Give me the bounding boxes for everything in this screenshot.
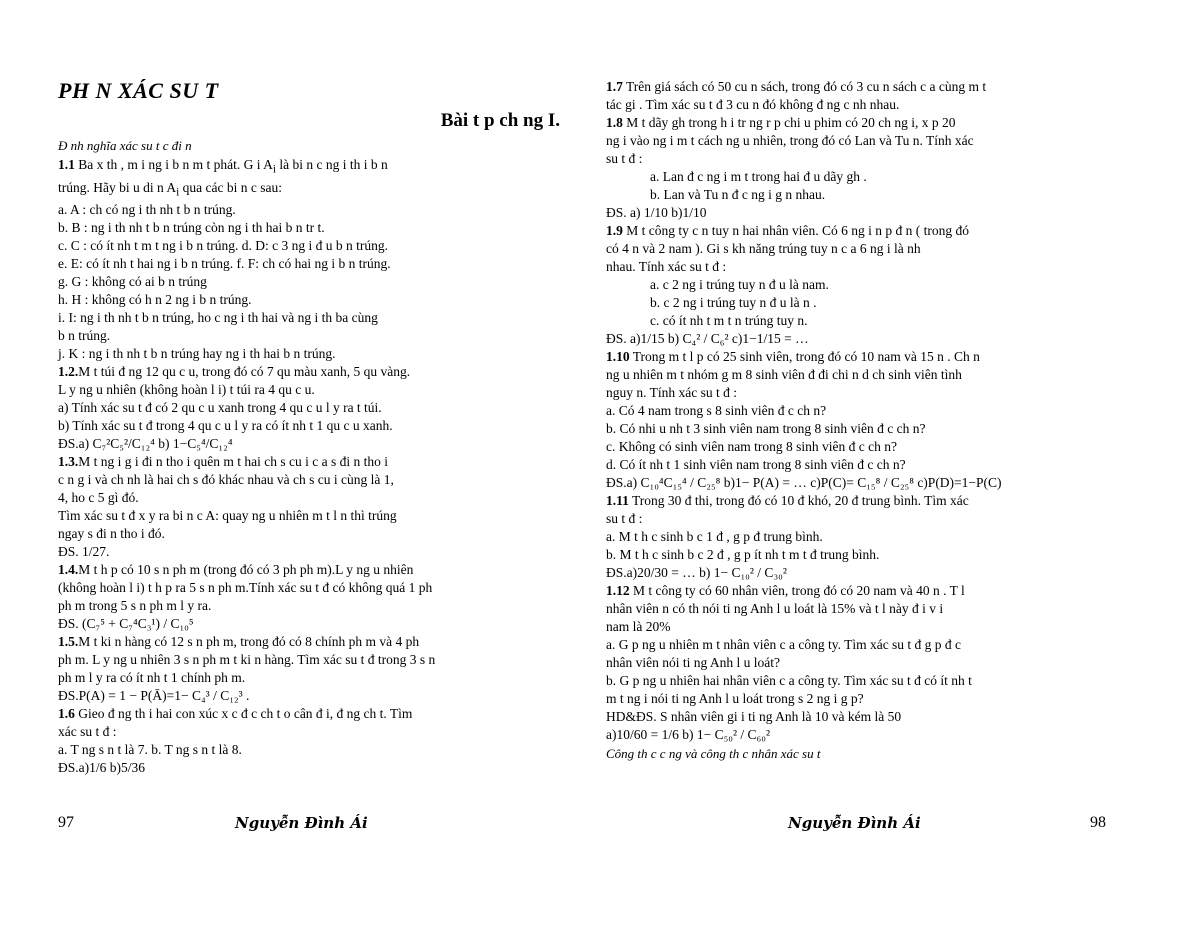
line-text: (không hoàn l i) t h p ra 5 s n ph m.Tính xác su t đ có không quá 1 ph [58, 580, 433, 596]
line-text: h. H : không có h n 2 ng i b n trúng. [58, 292, 252, 308]
text-line [58, 651, 560, 669]
text-line [58, 597, 560, 615]
line-text: Trong 30 đ thi, trong đó có 10 đ khó, 20 đ trung bình. Tìm xác [628, 493, 969, 508]
line-text: ĐS.a)20/30 = … b) 1− C₁₀² / C₃₀² [606, 565, 787, 580]
line-text: c. Không có sinh viên nam trong 8 sinh viên đ c ch n? [606, 439, 897, 454]
line-text: xác su t đ : [58, 724, 117, 740]
text-line [58, 525, 560, 543]
line-text: nam là 20% [606, 619, 671, 634]
line-text: M t ki n hàng có 12 s n ph m, trong đó có 8 chính ph m và 4 ph [78, 634, 420, 650]
exercise-number: 1.1 [58, 157, 75, 172]
line-text: M t công ty có 60 nhân viên, trong đó có 20 nam và 40 n . T l [629, 583, 965, 598]
text-line [606, 528, 1136, 546]
text-line [606, 564, 1136, 582]
line-text: a. G p ng u nhiên m t nhân viên c a công ty. Tìm xác su t đ g p đ c [606, 637, 962, 652]
line-text: M t h p có 10 s n ph m (trong đó có 3 ph ph m).L y ng u nhiên [78, 562, 414, 578]
line-text: ĐS.a) C₇²C₅²/C₁₂⁴ b) 1−C₅⁴/C₁₂⁴ [58, 436, 233, 452]
line-text: trúng. Hãy bi u di n A [58, 179, 177, 195]
text-line [58, 179, 560, 202]
line-text: b n trúng. [58, 328, 111, 344]
text-line [58, 741, 560, 759]
text-line [58, 561, 560, 579]
exercise-number: 1.9 [606, 223, 623, 238]
text-line [606, 330, 1136, 348]
line-text: ph m l y ra có ít nh t 1 chính ph m. [58, 670, 246, 686]
text-line [58, 255, 560, 273]
line-text: ĐS. a) 1/10 b)1/10 [606, 205, 707, 220]
text-line [606, 546, 1136, 564]
text-line [58, 489, 560, 507]
line-text: a. Lan đ c ng i m t trong hai đ u dãy gh . [650, 169, 867, 184]
line-text: M t túi đ ng 12 qu c u, trong đó có 7 qu màu xanh, 5 qu vàng. [78, 364, 411, 380]
text-line [606, 402, 1136, 420]
text-line [58, 453, 560, 471]
text-line [58, 219, 560, 237]
line-text: ph m. L y ng u nhiên 3 s n ph m t ki n hàng. Tìm xác su t đ trong 3 s n [58, 652, 436, 668]
left-text-block [58, 156, 560, 777]
right-text-block [606, 78, 1136, 744]
text-line [606, 78, 1136, 96]
line-text: g. G : không có ai b n trúng [58, 274, 207, 290]
line-text: ngay s đi n tho i đó. [58, 526, 165, 542]
line-text: e. E: có ít nh t hai ng i b n trúng. f. F: ch có hai ng i b n trúng. [58, 256, 391, 272]
line-text: Trong m t l p có 25 sinh viên, trong đó có 10 nam và 15 n . Ch n [629, 349, 980, 364]
text-line [606, 600, 1136, 618]
line-text: c. có ít nh t m t n trúng tuy n. [650, 313, 808, 328]
line-text: a)10/60 = 1/6 b) 1− C₅₀² / C₆₀² [606, 727, 771, 742]
signature-left: Nguyễn Đình Ái [235, 814, 368, 832]
text-line [606, 258, 1136, 276]
exercise-number: 1.12 [606, 583, 630, 598]
text-line [58, 705, 560, 723]
line-text: ĐS. (C₇⁵ + C₇⁴C₃¹) / C₁₀⁵ [58, 616, 194, 632]
text-line [58, 687, 560, 705]
text-line [58, 291, 560, 309]
exercise-number: 1.4. [58, 562, 79, 578]
text-line [58, 156, 560, 179]
line-text: Tìm xác su t đ x y ra bi n c A: quay ng u nhiên m t l n thì trúng [58, 508, 397, 524]
line-text: ĐS.a) C₁₀⁴C₁₅⁴ / C₂₅⁸ b)1− P(A) = … c)P(C)= C₁₅⁸ / C₂₅⁸ c)P(D)=1−P(C) [606, 475, 1002, 490]
line-text: Ba x th , m i ng i b n m t phát. G i A [74, 157, 273, 172]
signature-right: Nguyễn Đình Ái [788, 814, 921, 832]
text-line [606, 222, 1136, 240]
text-line [606, 690, 1136, 708]
line-text: nhân viên n có th nói ti ng Anh l u loát là 15% và t l này đ i v i [606, 601, 944, 616]
line-text: a. M t h c sinh b c 1 đ , g p đ trung bình. [606, 529, 823, 544]
line-text: ĐS.a)1/6 b)5/36 [58, 760, 145, 776]
text-line [58, 435, 560, 453]
line-text: L y ng u nhiên (không hoàn l i) t túi ra 4 qu c u. [58, 382, 315, 398]
text-line [606, 348, 1136, 366]
text-line [606, 132, 1136, 150]
exercise-number: 1.5. [58, 634, 79, 650]
text-line [58, 201, 560, 219]
text-line [58, 507, 560, 525]
text-line [606, 726, 1136, 744]
line-text: M t công ty c n tuy n hai nhân viên. Có 6 ng i n p đ n ( trong đó [622, 223, 969, 238]
text-line [58, 327, 560, 345]
line-text: ph m trong 5 s n ph m l y ra. [58, 598, 212, 614]
line-text: m t ng i nói ti ng Anh l u loát trong s 2 ng i g p? [606, 691, 864, 706]
text-line [606, 492, 1136, 510]
line-text: su t đ : [606, 511, 643, 526]
text-line [606, 618, 1136, 636]
exercise-number: 1.2. [58, 364, 79, 380]
line-text: ng i vào ng i m t cách ng u nhiên, trong đó có Lan và Tu n. Tính xác [606, 133, 974, 148]
text-line [58, 579, 560, 597]
line-text: a) Tính xác su t đ có 2 qu c u xanh trong 4 qu c u l y ra t túi. [58, 400, 382, 416]
text-line [606, 96, 1136, 114]
text-line [606, 294, 1136, 312]
line-text: a. c 2 ng i trúng tuy n đ u là nam. [650, 277, 829, 292]
line-text: b. Có nhi u nh t 3 sinh viên nam trong 8 sinh viên đ c ch n? [606, 421, 926, 436]
text-line [58, 615, 560, 633]
line-text: b. B : ng i th nh t b n trúng còn ng i th hai b n tr t. [58, 220, 325, 236]
text-line [58, 363, 560, 381]
line-text: nguy n. Tính xác su t đ : [606, 385, 737, 400]
text-line [606, 384, 1136, 402]
text-line [58, 543, 560, 561]
line-text: a. Có 4 nam trong s 8 sinh viên đ c ch n? [606, 403, 827, 418]
exercise-number: 1.8 [606, 115, 623, 130]
page-number-left: 97 [58, 814, 74, 831]
line-text: nhân viên nói ti ng Anh l u loát? [606, 655, 780, 670]
closing-subheading: Công th c c ng và công th c nhân xác su t [606, 746, 821, 761]
line-text: d. Có ít nh t 1 sinh viên nam trong 8 sinh viên đ c ch n? [606, 457, 906, 472]
line-text-rest: là bi n c ng i th i b n [276, 157, 388, 172]
line-text: j. K : ng i th nh t b n trúng hay ng i th hai b n trúng. [58, 346, 336, 362]
right-page [600, 0, 1200, 927]
line-text: b. c 2 ng i trúng tuy n đ u là n . [650, 295, 817, 310]
line-text: ng u nhiên m t nhóm g m 8 sinh viên đ đi chi n d ch sinh viên tình [606, 367, 962, 382]
text-line [58, 237, 560, 255]
line-text: c n g i và ch nh là hai ch s đó khác nhau và ch s cu i cùng là 1, [58, 472, 394, 488]
text-line [606, 240, 1136, 258]
page-number-right: 98 [1090, 814, 1106, 831]
text-line [606, 708, 1136, 726]
line-text: b. Lan và Tu n đ c ng i g n nhau. [650, 187, 826, 202]
text-line [606, 312, 1136, 330]
line-text: ĐS. a)1/15 b) C₄² / C₆² c)1−1/15 = … [606, 331, 809, 346]
line-text: có 4 n và 2 nam ). Gi s kh năng trúng tuy n c a 6 ng i là nh [606, 241, 921, 256]
text-line [606, 150, 1136, 168]
exercise-number: 1.7 [606, 79, 623, 94]
line-text: 4, ho c 5 gì đó. [58, 490, 139, 506]
text-line [606, 366, 1136, 384]
exercise-number: 1.3. [58, 454, 79, 470]
exercise-number: 1.11 [606, 493, 629, 508]
text-line [58, 273, 560, 291]
line-text: Trên giá sách có 50 cu n sách, trong đó có 3 cu n sách c a cùng m t [622, 79, 987, 94]
text-line [58, 345, 560, 363]
text-line [58, 309, 560, 327]
line-text: tác gi . Tìm xác su t đ 3 cu n đó không đ ng c nh nhau. [606, 97, 900, 112]
exercise-number: 1.10 [606, 349, 630, 364]
text-line [606, 420, 1136, 438]
line-text: a. T ng s n t là 7. b. T ng s n t là 8. [58, 742, 242, 758]
line-text: ĐS. 1/27. [58, 544, 110, 560]
text-line [606, 438, 1136, 456]
subscript: i [176, 186, 180, 199]
text-line [58, 417, 560, 435]
line-text: a. A : ch có ng i th nh t b n trúng. [58, 202, 236, 218]
line-text: HD&ĐS. S nhân viên gi i ti ng Anh là 10 và kém là 50 [606, 709, 902, 724]
text-line [606, 276, 1136, 294]
line-text: nhau. Tính xác su t đ : [606, 259, 727, 274]
text-line [58, 759, 560, 777]
exercise-number: 1.6 [58, 706, 75, 722]
text-line [58, 399, 560, 417]
text-line [606, 636, 1136, 654]
text-line [58, 381, 560, 399]
subheading: Đ nh nghĩa xác su t c đi n [58, 138, 192, 153]
text-line [58, 471, 560, 489]
line-text: ĐS.P(A) = 1 − P(Ā)=1− C₄³ / C₁₂³ . [58, 688, 250, 704]
text-line [606, 204, 1136, 222]
line-text: su t đ : [606, 151, 643, 166]
line-text: b. M t h c sinh b c 2 đ , g p ít nh t m t đ trung bình. [606, 547, 880, 562]
chapter-title: Bài t p ch ng I. [440, 110, 560, 131]
subscript: i [272, 163, 277, 176]
text-line [606, 510, 1136, 528]
line-text: c. C : có ít nh t m t ng i b n trúng. d. D: c 3 ng i đ u b n trúng. [58, 238, 388, 254]
section-title: PH N XÁC SU T [58, 78, 219, 103]
text-line [58, 723, 560, 741]
text-line [606, 474, 1136, 492]
line-text: i. I: ng i th nh t b n trúng, ho c ng i th hai và ng i th ba cùng [58, 310, 378, 326]
line-text-rest: qua các bi n c sau: [179, 179, 282, 195]
text-line [58, 633, 560, 651]
text-line [606, 654, 1136, 672]
line-text: b) Tính xác su t đ trong 4 qu c u l y ra có ít nh t 1 qu c u xanh. [58, 418, 393, 434]
text-line [606, 186, 1136, 204]
text-line [606, 168, 1136, 186]
line-text: M t dãy gh trong h i tr ng r p chi u phim có 20 ch ng i, x p 20 [622, 115, 956, 130]
text-line [606, 114, 1136, 132]
text-line [606, 456, 1136, 474]
line-text: b. G p ng u nhiên hai nhân viên c a công ty. Tìm xác su t đ có ít nh t [606, 673, 972, 688]
line-text: M t ng i g i đi n tho i quên m t hai ch s cu i c a s đi n tho i [78, 454, 388, 470]
text-line [58, 669, 560, 687]
text-line [606, 582, 1136, 600]
line-text: Gieo đ ng th i hai con xúc x c đ c ch t o cân đ i, đ ng ch t. Tìm [74, 706, 413, 722]
text-line [606, 672, 1136, 690]
